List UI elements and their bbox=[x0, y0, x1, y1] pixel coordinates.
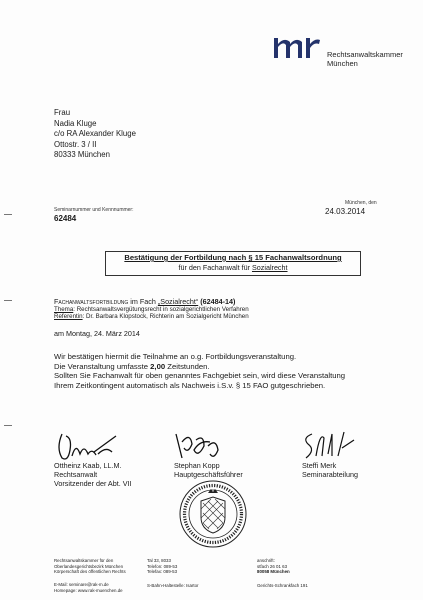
signature-kaab-icon bbox=[54, 428, 124, 464]
topic-label: Thema bbox=[54, 306, 74, 313]
body-line: Ihrem Zeitkontingent automatisch als Nachweis i.S.v. § 15 FAO gutgeschrieben. bbox=[54, 380, 326, 390]
hours-prefix: Die Veranstaltung umfasste bbox=[54, 361, 151, 371]
signer-role: Vorsitzender der Abt. VII bbox=[54, 479, 132, 488]
certificate-subtitle bbox=[106, 263, 360, 273]
course-speaker bbox=[54, 313, 249, 320]
signature-merk-icon bbox=[298, 426, 358, 462]
reference-label: Seminarnummer und Kennnummer: bbox=[54, 207, 134, 213]
org-name-line1: Rechtsanwaltskammer bbox=[327, 50, 403, 59]
footer-org bbox=[54, 558, 126, 575]
speaker-label: Referentin bbox=[54, 313, 83, 321]
org-name-line2: München bbox=[327, 59, 358, 68]
body-line: Wir bestätigen hiermit die Teilnahme an o.g. Fortbildungsveranstaltung. bbox=[54, 352, 297, 361]
course-heading bbox=[54, 297, 235, 306]
letterhead-org-name bbox=[327, 50, 403, 68]
subtitle-prefix: für den Fachanwalt für bbox=[178, 263, 252, 272]
official-seal-icon bbox=[178, 479, 248, 549]
address-line: c/o RA Alexander Kluge bbox=[54, 129, 136, 138]
footer-line: Körperschaft des öffentlichen Rechts bbox=[54, 569, 126, 575]
certificate-title-box bbox=[105, 251, 361, 276]
course-session-date: am Montag, 24. März 2014 bbox=[54, 329, 140, 338]
rak-logo-icon bbox=[274, 36, 324, 58]
reference-number: 62484 bbox=[54, 214, 77, 223]
topic-text: : Rechtsanwaltsvergütungsrecht in sozialgerichtlichen Verfahren bbox=[73, 306, 249, 313]
footer-address bbox=[147, 558, 177, 575]
confirmation-text bbox=[54, 352, 345, 390]
footer-line: 80058 München bbox=[257, 569, 290, 575]
footer-line: Telefax: 089-53 bbox=[147, 569, 178, 575]
hours-value: 2,00 bbox=[150, 361, 166, 371]
signature-block-3 bbox=[302, 461, 358, 479]
signature-block-1 bbox=[54, 461, 132, 488]
footer-email: E-Mail: seminare@rak-m.de bbox=[54, 582, 109, 587]
address-line: Ottostr. 3 / II bbox=[54, 139, 97, 149]
recipient-address bbox=[54, 108, 136, 161]
footer-line: stfach 26 01 63 bbox=[257, 563, 288, 569]
body-line: Sollten Sie Fachanwalt für oben genanntes Fachgebiet sein, wird diese Veranstaltung bbox=[54, 371, 346, 380]
fold-mark bbox=[4, 214, 12, 215]
speaker-text: : Dr. Barbara Klopstock, Richterin am Sozialgericht München bbox=[82, 313, 249, 321]
address-line: Frau bbox=[54, 108, 71, 117]
course-in-field: im Fach bbox=[128, 297, 158, 306]
footer-line: Oberlandesgerichtsbezirk München bbox=[54, 563, 124, 569]
letter-date: 24.03.2014 bbox=[325, 207, 366, 216]
date-label: München, den bbox=[345, 200, 377, 206]
footer-line: Telefon: 089-53 bbox=[147, 563, 178, 569]
address-line: Nadia Kluge bbox=[54, 118, 97, 128]
certificate-title: Bestätigung der Fortbildung nach § 15 Fachanwaltsordnung bbox=[124, 253, 342, 262]
footer-line: Rechtsanwaltskammer für den bbox=[54, 558, 114, 563]
signer-role: Rechtsanwalt bbox=[54, 470, 98, 479]
footer-postal bbox=[257, 558, 290, 575]
footer-court-box: Gerichts-Schrankfach 191 bbox=[257, 583, 308, 588]
address-line: 80333 München bbox=[54, 150, 110, 159]
course-field: „Sozialrecht“ bbox=[157, 297, 199, 306]
footer-web: Homepage: www.rak-muenchen.de bbox=[54, 587, 123, 593]
signer-role: Hauptgeschäftsführer bbox=[174, 470, 243, 479]
course-code: (62484-14) bbox=[198, 297, 236, 306]
body-line-hours bbox=[54, 362, 345, 372]
course-meta bbox=[54, 306, 249, 321]
signature-block-2 bbox=[174, 461, 243, 479]
course-heading-label: Fachanwaltsfortbildung bbox=[54, 297, 129, 306]
signature-kopp-icon bbox=[172, 428, 224, 464]
subtitle-field: Sozialrecht bbox=[251, 263, 288, 272]
footer-transit: S-Bahn-Haltestelle: Isartor bbox=[147, 583, 199, 588]
footer-contact bbox=[54, 582, 123, 593]
punch-mark bbox=[4, 300, 12, 301]
course-topic bbox=[54, 306, 249, 313]
footer-line: anschrift: bbox=[257, 558, 275, 563]
hours-suffix: Zeitstunden. bbox=[165, 361, 210, 371]
signer-role: Seminarabteilung bbox=[302, 470, 358, 479]
signer-name: Steffi Merk bbox=[302, 461, 337, 470]
signer-name: Stephan Kopp bbox=[174, 461, 220, 470]
signer-name: Ottheinz Kaab, LL.M. bbox=[54, 461, 122, 470]
fold-mark bbox=[4, 425, 12, 426]
footer-line: Tal 33, 8033 bbox=[147, 558, 171, 563]
